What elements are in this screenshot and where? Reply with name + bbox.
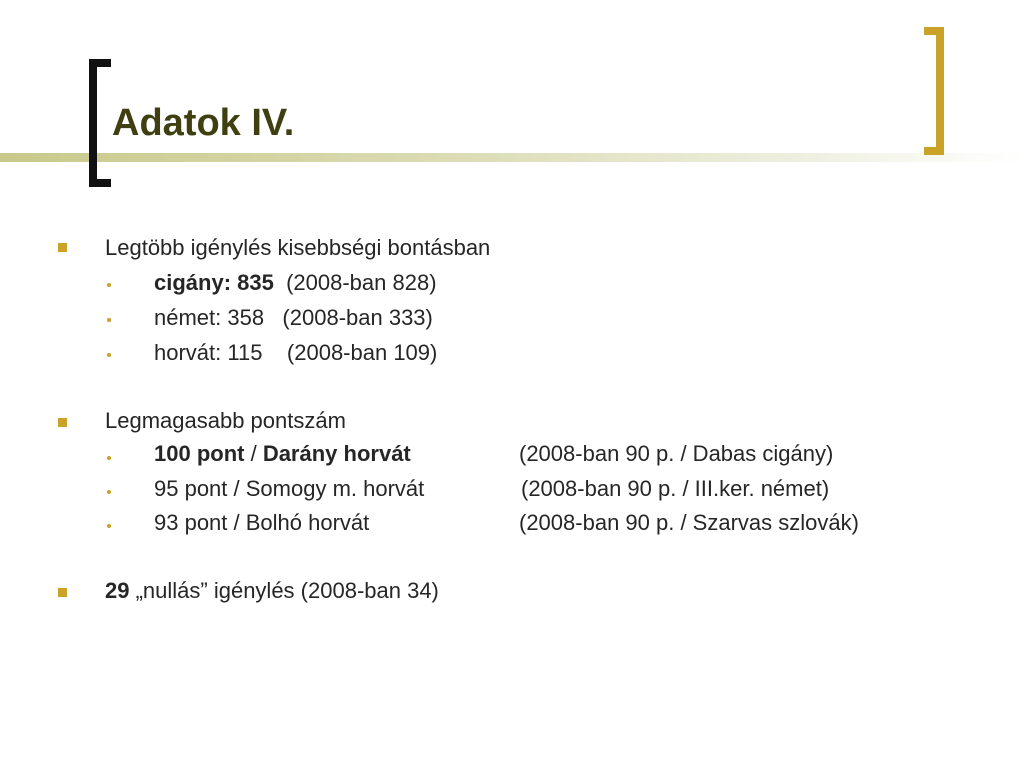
item-separator: / xyxy=(244,441,263,466)
dot-bullet-icon xyxy=(107,490,111,494)
dot-bullet-icon xyxy=(107,283,111,287)
item-score: 93 pont xyxy=(154,510,228,535)
item-separator: / xyxy=(227,476,246,501)
square-bullet-icon xyxy=(58,588,67,597)
list-item xyxy=(154,510,369,536)
section1-heading: Legtöbb igénylés kisebbségi bontásban xyxy=(105,235,491,260)
null-text: „nullás” igénylés (2008-ban 34) xyxy=(129,578,439,603)
item-score: 95 pont xyxy=(154,476,228,501)
list-item xyxy=(154,441,411,467)
item-separator: / xyxy=(227,510,246,535)
item-label: horvát: 115 xyxy=(154,340,263,365)
section2-heading: Legmagasabb pontszám xyxy=(105,408,346,433)
item-detail: (2008-ban 90 p. / Dabas cigány) xyxy=(519,441,834,466)
square-bullet-icon xyxy=(58,243,67,252)
dot-bullet-icon xyxy=(107,524,111,528)
item-detail: (2008-ban 90 p. / III.ker. német) xyxy=(521,476,830,501)
item-detail: (2008-ban 90 p. / Szarvas szlovák) xyxy=(519,510,859,535)
square-bullet-icon xyxy=(58,418,67,427)
item-who: Somogy m. horvát xyxy=(245,476,425,501)
list-item xyxy=(154,476,424,502)
item-label: cigány: 835 xyxy=(154,270,274,295)
list-item xyxy=(154,340,437,366)
item-who: Bolhó horvát xyxy=(245,510,370,535)
section3-text xyxy=(105,578,439,604)
list-item xyxy=(154,305,433,331)
item-score: 100 pont xyxy=(154,441,245,466)
item-detail: (2008-ban 109) xyxy=(286,340,438,365)
item-who: Darány horvát xyxy=(262,441,411,466)
dot-bullet-icon xyxy=(107,353,111,357)
dot-bullet-icon xyxy=(107,456,111,460)
slide-title: Adatok IV. xyxy=(112,102,295,144)
item-detail: (2008-ban 333) xyxy=(282,305,433,330)
null-count: 29 xyxy=(105,578,130,603)
item-detail: (2008-ban 828) xyxy=(286,270,437,295)
list-item xyxy=(154,270,437,296)
item-label: német: 358 xyxy=(154,305,265,330)
dot-bullet-icon xyxy=(107,318,111,322)
